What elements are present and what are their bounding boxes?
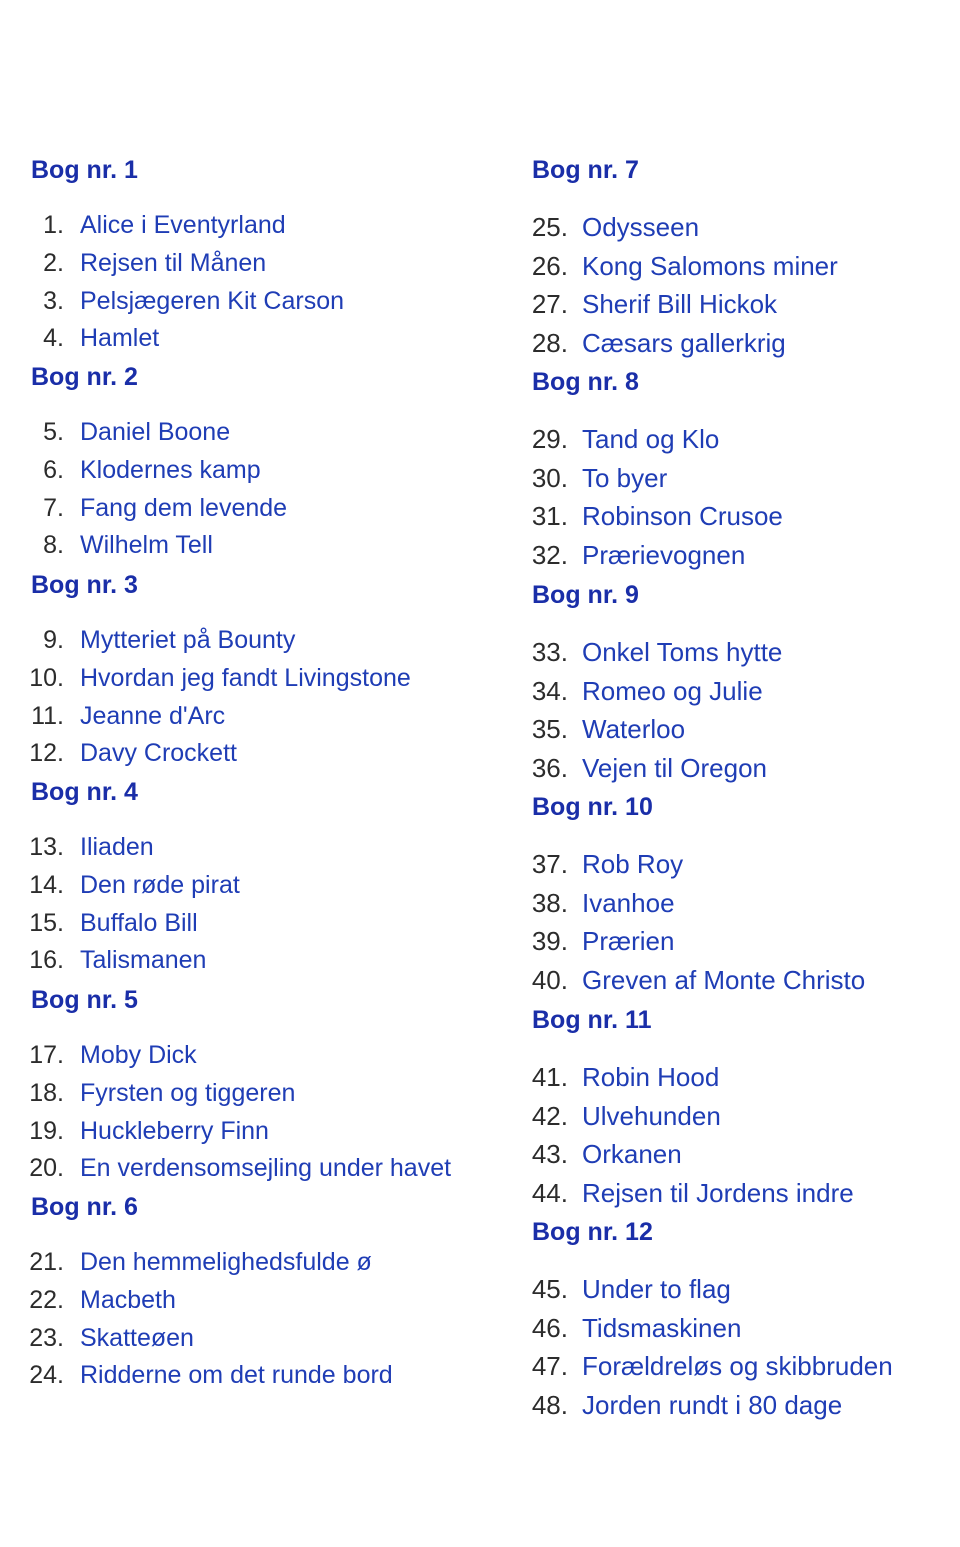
- entry-number: 5.: [43, 418, 64, 446]
- entry-number: 42.: [531, 1100, 568, 1131]
- entry-number: 44.: [531, 1178, 568, 1209]
- list-item: [500, 1390, 960, 1422]
- entry-number: 11.: [31, 701, 64, 730]
- list-item: [500, 251, 960, 283]
- entry-title: Moby Dick: [80, 1041, 197, 1069]
- list-item: [0, 908, 500, 940]
- entry-title: Alice i Eventyrland: [80, 211, 286, 239]
- entry-number: 38.: [531, 887, 568, 918]
- entry-title: Ulvehunden: [582, 1100, 721, 1131]
- list-item: [500, 540, 960, 572]
- entry-number: 10.: [29, 663, 64, 692]
- entry-number: 23.: [29, 1323, 64, 1352]
- list-item: [0, 323, 500, 355]
- entry-number: 40.: [531, 965, 568, 996]
- entry-title: Cæsars gallerkrig: [582, 328, 786, 359]
- list-item: [0, 870, 500, 902]
- list-item: [0, 1285, 500, 1317]
- entry-title: Pelsjægeren Kit Carson: [80, 286, 345, 315]
- list-item: [500, 849, 960, 881]
- entry-title: Buffalo Bill: [80, 908, 198, 937]
- list-item: [0, 1116, 500, 1148]
- entry-title: Mytteriet på Bounty: [80, 626, 296, 654]
- entry-title: Fang dem levende: [80, 493, 288, 522]
- entry-title: Ridderne om det runde bord: [80, 1361, 393, 1390]
- entry-number: 39.: [531, 926, 568, 957]
- entry-number: 27.: [531, 289, 568, 320]
- entry-title: Daniel Boone: [80, 418, 231, 446]
- entry-number: 26.: [531, 250, 568, 281]
- list-item: [500, 328, 960, 360]
- entry-number: 1.: [43, 211, 64, 239]
- entry-number: 20.: [29, 1154, 64, 1183]
- list-item: [500, 637, 960, 669]
- entry-number: 24.: [29, 1361, 64, 1390]
- entry-number: 8.: [43, 531, 64, 560]
- entry-title: Under to flag: [582, 1274, 731, 1304]
- entry-number: 45.: [531, 1274, 568, 1304]
- entry-number: 25.: [531, 212, 568, 242]
- entry-title: Kong Salomons miner: [582, 250, 838, 281]
- entry-number: 48.: [531, 1390, 568, 1421]
- entry-number: 12.: [29, 739, 64, 768]
- entry-title: Orkanen: [582, 1139, 682, 1170]
- entry-title: En verdensomsejling under havet: [80, 1154, 452, 1183]
- book-heading: Bog nr. 3: [31, 571, 138, 599]
- book-heading: Bog nr. 5: [31, 986, 138, 1014]
- entry-number: 41.: [531, 1062, 568, 1092]
- list-item: [0, 625, 500, 657]
- list-item: [0, 1040, 500, 1072]
- entry-title: Jorden rundt i 80 dage: [582, 1390, 843, 1421]
- entry-number: 34.: [531, 675, 568, 706]
- entry-title: Ivanhoe: [582, 887, 675, 918]
- entry-title: Macbeth: [80, 1285, 176, 1314]
- list-item: [500, 463, 960, 495]
- list-item: [500, 1313, 960, 1345]
- entry-title: Hamlet: [80, 324, 160, 353]
- list-item: [0, 210, 500, 242]
- entry-number: 2.: [43, 248, 64, 277]
- list-item: [0, 493, 500, 525]
- entry-title: Wilhelm Tell: [80, 531, 213, 560]
- entry-number: 37.: [531, 849, 568, 879]
- entry-title: Rejsen til Månen: [80, 248, 267, 277]
- book-heading: Bog nr. 2: [31, 363, 138, 391]
- entry-title: Prærievognen: [582, 540, 746, 571]
- entry-title: Romeo og Julie: [582, 675, 763, 706]
- entry-title: Iliaden: [80, 833, 154, 861]
- entry-number: 15.: [29, 908, 64, 937]
- list-item: [0, 1360, 500, 1392]
- book-heading: Bog nr. 9: [532, 581, 639, 609]
- entry-number: 46.: [531, 1312, 568, 1343]
- list-item: [500, 676, 960, 708]
- entry-title: Davy Crockett: [80, 739, 237, 768]
- entry-number: 9.: [43, 626, 64, 654]
- list-item: [0, 663, 500, 695]
- entry-number: 33.: [531, 637, 568, 667]
- list-item: [500, 888, 960, 920]
- list-item: [0, 738, 500, 770]
- entry-title: Prærien: [582, 926, 675, 957]
- list-item: [500, 501, 960, 533]
- entry-title: Talismanen: [80, 946, 207, 975]
- entry-title: Huckleberry Finn: [80, 1116, 269, 1145]
- entry-title: Sherif Bill Hickok: [582, 289, 778, 320]
- list-item: [0, 1323, 500, 1355]
- book-heading: Bog nr. 10: [532, 793, 653, 821]
- list-item: [0, 1247, 500, 1279]
- entry-number: 32.: [531, 540, 568, 571]
- entry-number: 4.: [43, 324, 64, 353]
- list-item: [0, 286, 500, 318]
- list-item: [500, 424, 960, 456]
- book-heading: Bog nr. 8: [532, 368, 639, 396]
- list-item: [500, 926, 960, 958]
- entry-title: Hvordan jeg fandt Livingstone: [80, 663, 411, 692]
- list-item: [500, 289, 960, 321]
- entry-number: 3.: [43, 286, 64, 315]
- entry-title: Skatteøen: [80, 1323, 194, 1352]
- entry-number: 30.: [531, 462, 568, 493]
- entry-title: Rejsen til Jordens indre: [582, 1178, 854, 1209]
- list-item: [500, 1178, 960, 1210]
- book-heading: Bog nr. 6: [31, 1193, 138, 1221]
- entry-title: Robin Hood: [582, 1062, 720, 1092]
- list-item: [500, 1101, 960, 1133]
- list-item: [500, 965, 960, 997]
- list-item: [0, 530, 500, 562]
- list-item: [500, 212, 960, 244]
- entry-number: 13.: [29, 833, 64, 861]
- entry-title: Odysseen: [582, 212, 700, 242]
- entry-title: Onkel Toms hytte: [582, 637, 783, 667]
- list-item: [500, 1274, 960, 1306]
- book-heading: Bog nr. 4: [31, 778, 138, 806]
- list-item: [500, 1062, 960, 1094]
- entry-number: 29.: [531, 424, 568, 454]
- book-heading: Bog nr. 1: [31, 156, 138, 184]
- list-item: [500, 1139, 960, 1171]
- entry-title: Waterloo: [582, 714, 686, 745]
- list-item: [0, 1153, 500, 1185]
- entry-title: Forældreløs og skibbruden: [582, 1351, 893, 1382]
- entry-title: Vejen til Oregon: [582, 753, 768, 784]
- entry-title: Jeanne d'Arc: [80, 701, 226, 730]
- book-heading: Bog nr. 7: [532, 156, 639, 184]
- entry-title: Tidsmaskinen: [582, 1312, 742, 1343]
- entry-title: Robinson Crusoe: [582, 501, 783, 532]
- list-item: [0, 832, 500, 864]
- entry-number: 7.: [43, 493, 64, 522]
- entry-number: 35.: [531, 714, 568, 745]
- entry-title: Greven af Monte Christo: [582, 965, 866, 996]
- entry-number: 31.: [531, 501, 568, 532]
- list-item: [500, 714, 960, 746]
- entry-number: 17.: [29, 1041, 64, 1069]
- entry-number: 18.: [29, 1078, 64, 1107]
- entry-number: 47.: [531, 1351, 568, 1382]
- book-heading: Bog nr. 12: [532, 1218, 653, 1246]
- list-item: [0, 455, 500, 487]
- entry-title: Rob Roy: [582, 849, 684, 879]
- entry-number: 43.: [531, 1139, 568, 1170]
- list-item: [0, 248, 500, 280]
- entry-number: 22.: [29, 1285, 64, 1314]
- entry-title: Tand og Klo: [582, 424, 720, 454]
- book-heading: Bog nr. 11: [532, 1006, 652, 1034]
- entry-title: Den hemmelighedsfulde ø: [80, 1248, 372, 1276]
- list-item: [500, 1351, 960, 1383]
- list-item: [0, 1078, 500, 1110]
- entry-title: Fyrsten og tiggeren: [80, 1078, 296, 1107]
- entry-number: 28.: [531, 328, 568, 359]
- entry-number: 21.: [29, 1248, 64, 1276]
- list-item: [500, 753, 960, 785]
- entry-number: 19.: [29, 1116, 64, 1145]
- list-item: [0, 701, 500, 733]
- entry-number: 16.: [29, 946, 64, 975]
- entry-number: 6.: [43, 455, 64, 484]
- entry-number: 14.: [29, 870, 64, 899]
- entry-number: 36.: [531, 753, 568, 784]
- list-item: [0, 945, 500, 977]
- entry-title: Den røde pirat: [80, 870, 240, 899]
- list-item: [0, 417, 500, 449]
- entry-title: Klodernes kamp: [80, 455, 261, 484]
- entry-title: To byer: [582, 462, 668, 493]
